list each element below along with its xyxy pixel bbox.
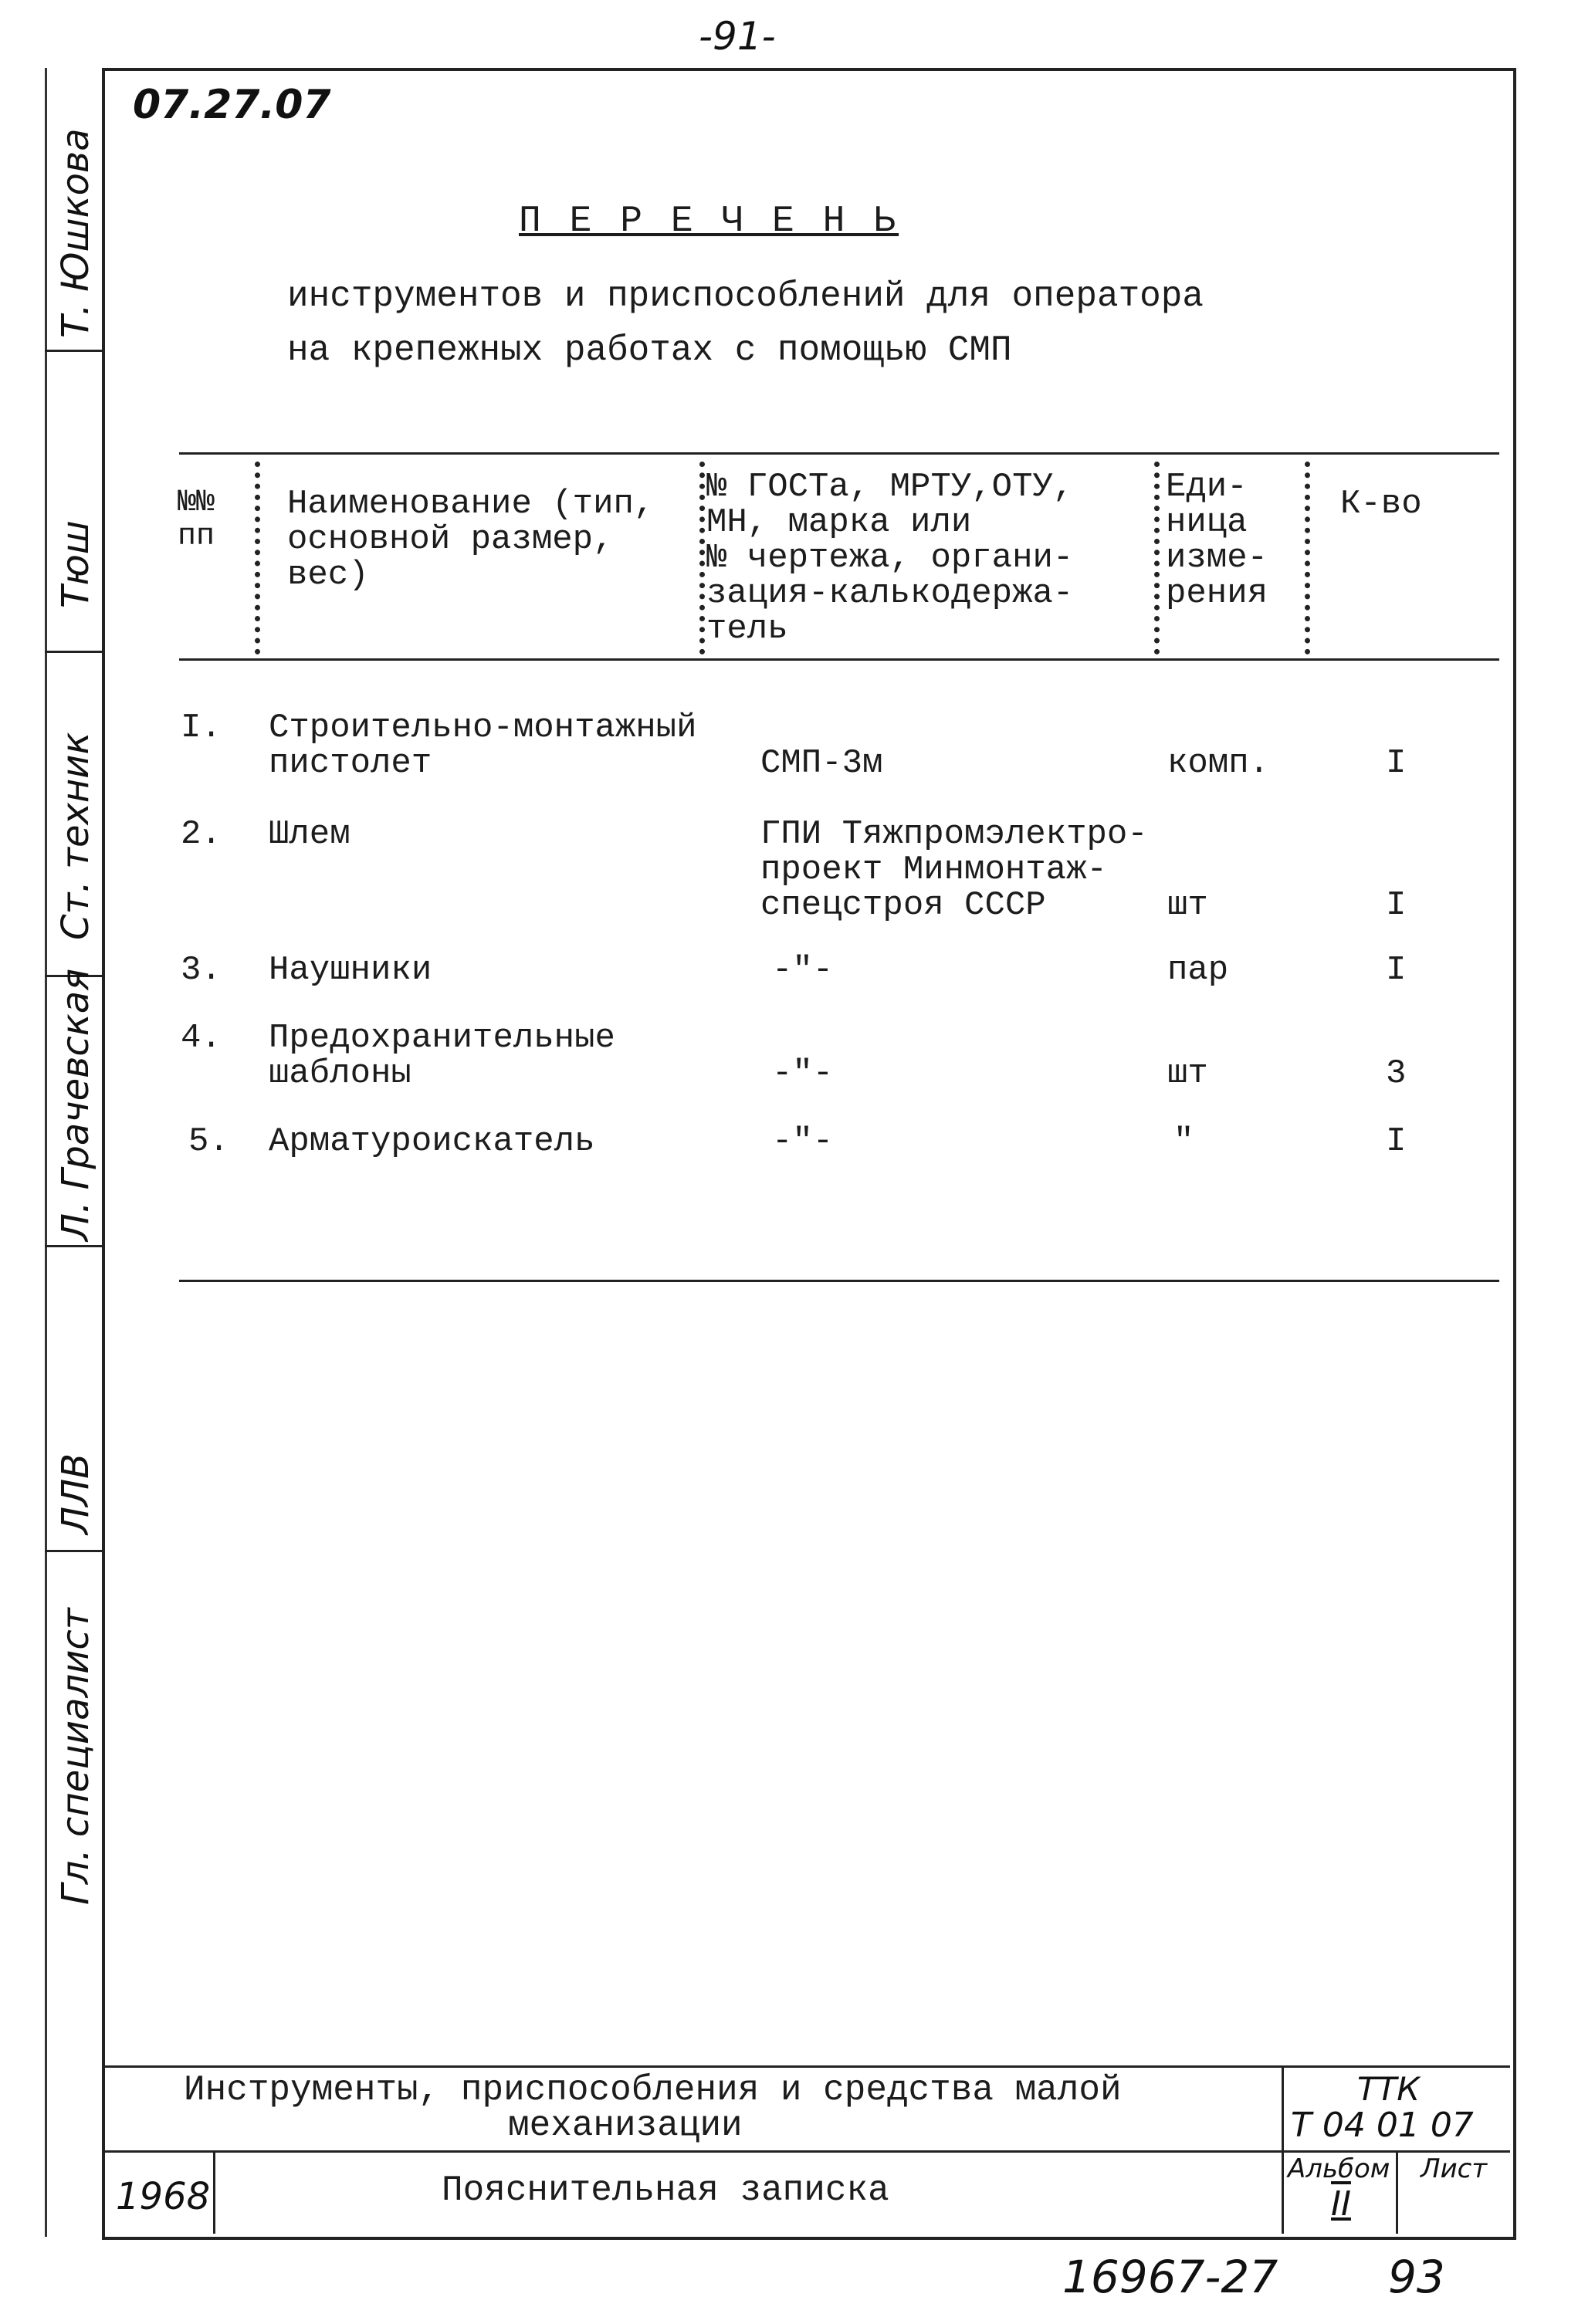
table-top-rule [179,452,1499,455]
row-number: I. [181,709,222,747]
header-unit: Еди- ница изме- рения [1166,468,1268,613]
row-gost: -"- [772,951,834,989]
side-stamp-entry: ЛЛВ [54,1453,97,1534]
title-block-code-divider [1282,2065,1284,2234]
row-name: Предохранительные шаблоны [269,1019,615,1093]
header-divider [1305,462,1310,655]
title-block-top [102,2065,1510,2068]
header-divider [1154,462,1160,655]
header-divider [699,462,705,655]
title-block-year-divider [213,2150,215,2234]
section-title-line-1: Инструменты, приспособления и средства малой [184,2070,1122,2110]
year: 1968 [116,2175,211,2218]
doc-code: 07.27.07 [133,82,331,128]
row-quantity: I [1386,744,1407,783]
album-label: Альбом [1288,2153,1390,2184]
table-header-rule [179,658,1499,661]
row-unit: шт [1167,1054,1208,1093]
row-number: 2. [181,815,222,854]
side-stamp-entry: Л. Грачевская [54,968,97,1241]
side-stamp-entry: Гл. специалист [54,1608,97,1905]
header-name: Наименование (тип, основной размер, вес) [287,485,655,594]
row-number: 5. [188,1122,229,1161]
title-block-middle [102,2150,1510,2153]
code-value: Т 04 01 07 [1291,2106,1474,2145]
row-quantity: I [1386,886,1407,925]
row-gost: -"- [772,1054,834,1093]
table-bottom-rule [179,1280,1499,1282]
bottom-page-number: 93 [1388,2251,1445,2303]
row-quantity: 3 [1386,1054,1407,1093]
subtitle-line-1: инструментов и приспособлений для оператора [287,276,1204,316]
sheet-label: Лист [1421,2153,1488,2184]
row-gost: -"- [772,1122,834,1161]
row-unit: комп. [1167,744,1270,783]
row-quantity: I [1386,1122,1407,1161]
title-block-album-divider [1396,2150,1398,2234]
header-number: №№ пп [178,485,215,554]
bottom-note: 16967-27 [1062,2251,1278,2303]
row-unit: " [1173,1122,1194,1161]
row-unit: пар [1167,951,1229,989]
row-gost: ГПИ Тяжпромэлектро- проект Минмонтаж- спецстроя СССР [760,815,1148,925]
side-stamp-entry: Тюш [54,520,97,608]
subtitle-line-2: на крепежных работах с помощью СМП [287,330,1012,370]
section-title-line-2: механизации [508,2106,743,2146]
side-stamp-entry: Т. Юшкова [54,128,97,338]
row-quantity: I [1386,951,1407,989]
header-divider [255,462,260,655]
header-gost: № ГОСТа, МРТУ,ОТУ, МН, марка или № чертежа, органи- зация-калькодержа- тель [706,468,1074,648]
row-name: Наушники [269,951,432,989]
code-label: ТТК [1357,2070,1421,2108]
row-name: Шлем [269,815,350,854]
side-stamp [45,68,103,2237]
row-name: Строительно-монтажный пистолет [269,709,697,783]
document-name: Пояснительная записка [442,2170,889,2211]
page-title: П Е Р Е Ч Е Н Ь [519,201,899,242]
album-value: II [1331,2184,1351,2224]
row-name: Арматуроискатель [269,1122,595,1161]
row-number: 4. [181,1019,222,1057]
page-number: -91- [699,14,776,59]
row-gost: СМП-3м [760,744,883,783]
row-number: 3. [181,951,222,989]
side-stamp-entry: Ст. техник [54,732,97,940]
header-quantity: К-во [1340,485,1422,523]
row-unit: шт [1167,886,1208,925]
